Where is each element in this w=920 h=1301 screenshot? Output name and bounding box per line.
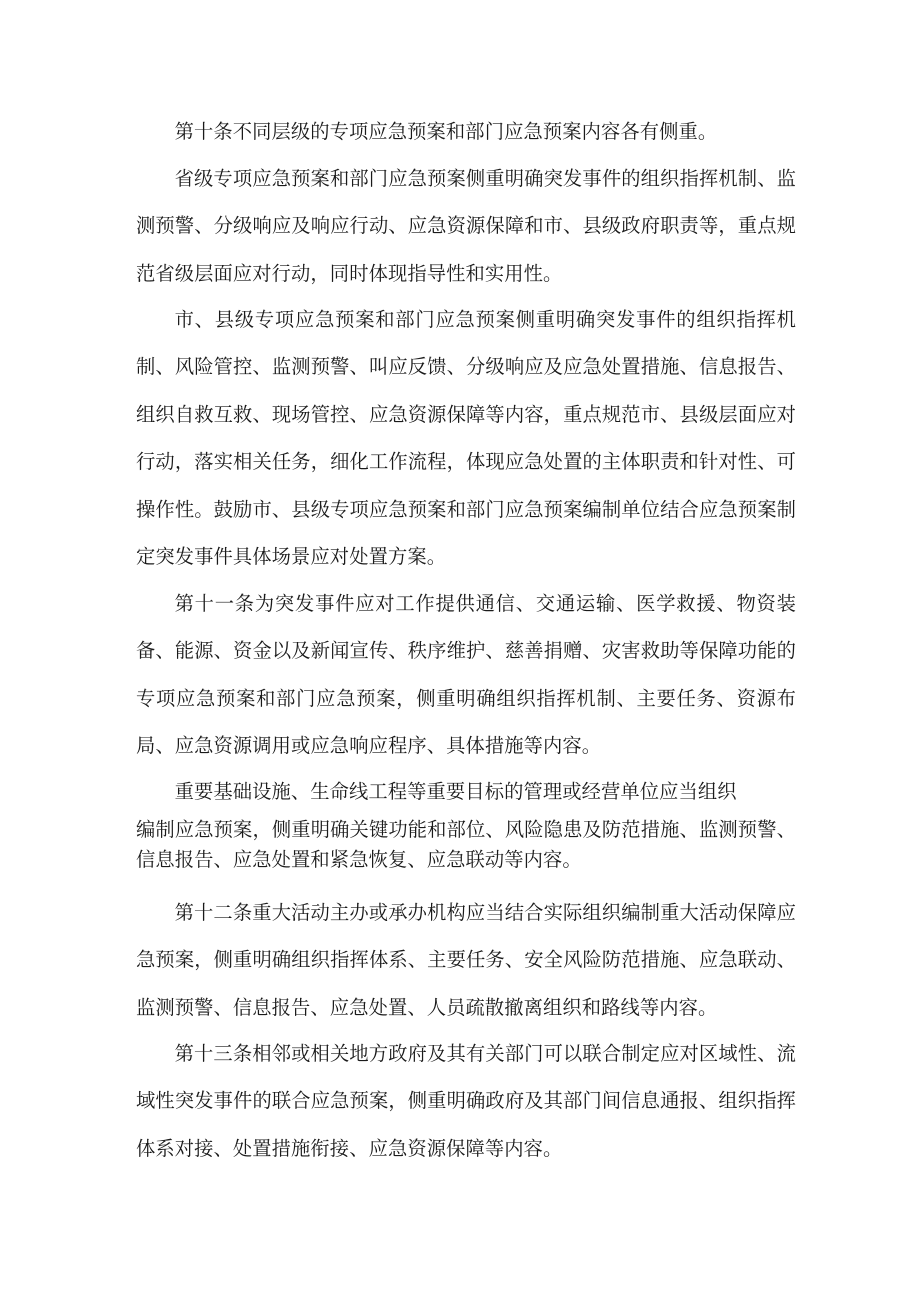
paragraph-article-12: 第十二条重大活动主办或承办机构应当结合实际组织编制重大活动保障应急预案，侧重明确组织指挥体系、主要任务、安全风险防范措施、应急联动、监测预警、信息报告、应急处置、人员疏散撤离组织和路线等内容。 (136, 901, 796, 1019)
paragraph-article-10: 第十条不同层级的专项应急预案和部门应急预案内容各有侧重。 (174, 120, 718, 143)
paragraph-provincial-plans: 省级专项应急预案和部门应急预案侧重明确突发事件的组织指挥机制、监测预警、分级响应及响应行动、应急资源保障和市、县级政府职责等，重点规范省级层面应对行动，同时体现指导性和实用性。 (136, 167, 796, 285)
paragraph-infrastructure-intro: 重要基础设施、生命线工程等重要目标的管理或经营单位应当组织 (174, 780, 737, 803)
paragraph-article-13: 第十三条相邻或相关地方政府及其有关部门可以联合制定应对区域性、流域性突发事件的联合应急预案，侧重明确政府及其部门间信息通报、组织指挥体系对接、处置措施衔接、应急资源保障等内容。 (136, 1042, 796, 1160)
paragraph-article-11: 第十一条为突发事件应对工作提供通信、交通运输、医学救援、物资装备、能源、资金以及新闻宣传、秩序维护、慈善捐赠、灾害救助等保障功能的专项应急预案和部门应急预案，侧重明确组织指挥机制、主要任务、资源布局、应急资源调用或应急响应程序、具体措施等内容。 (136, 592, 796, 758)
paragraph-infrastructure-body: 编制应急预案，侧重明确关键功能和部位、风险隐患及防范措施、监测预警、信息报告、应急处置和紧急恢复、应急联动等内容。 (136, 818, 796, 871)
paragraph-city-county-plans: 市、县级专项应急预案和部门应急预案侧重明确突发事件的组织指挥机制、风险管控、监测预警、叫应反馈、分级响应及应急处置措施、信息报告、组织自救互救、现场管控、应急资源保障等内容，重点规范市、县级层面应对行动，落实相关任务，细化工作流程，体现应急处置的主体职责和针对性、可操作性。鼓励市、县级专项应急预案和部门应急预案编制单位结合应急预案制定突发事件具体场景应对处置方案。 (136, 308, 796, 569)
